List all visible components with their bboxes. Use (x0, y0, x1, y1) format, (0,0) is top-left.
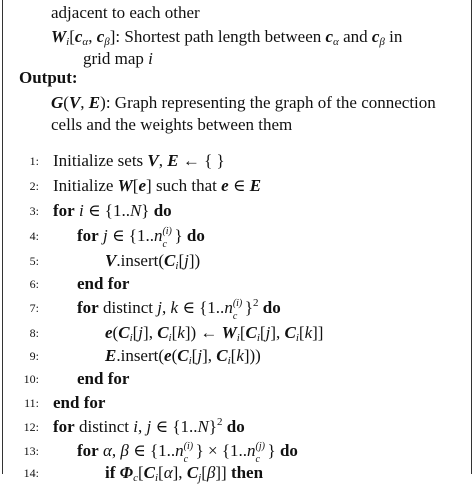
and-text: and (343, 27, 368, 46)
line-number: 1: (29, 154, 39, 168)
g-desc-text: : Graph representing the graph of the connection (105, 93, 436, 112)
line-3: for i ∈ {1..N} do (53, 201, 172, 220)
line-14: if $\Phi_c[C_i[\alpha]$, $C_j[\beta]$] then (105, 463, 264, 484)
input-line-w: $W_i[c_\alpha$, $c_\beta$]: Shortest path length between $c_\alpha$ and $c_\beta$ in (51, 27, 403, 48)
line-number: 9: (29, 349, 39, 363)
line-number: 12: (23, 420, 39, 434)
line-1: Initialize sets V, E ← { } (53, 151, 225, 170)
input-adjacent-text: adjacent to each other (51, 3, 200, 22)
w-symbol: W (51, 27, 67, 46)
output-line-g: G(V, E): Graph representing the graph of the connection (51, 93, 436, 112)
w-desc-text: : Shortest path length between (115, 27, 322, 46)
line-number: 2: (29, 179, 39, 193)
line-10: end for (77, 369, 130, 388)
line-6: end for (77, 274, 130, 293)
algorithm-frame (2, 0, 472, 484)
input-line-adjacent (51, 2, 200, 24)
line-number: 13: (23, 444, 39, 458)
grid-map-text: grid map (83, 49, 144, 68)
line-number: 4: (29, 229, 39, 243)
line-7: for distinct j, k ∈ {1..n (i) c }$^2$ do (77, 297, 281, 323)
line-number: 5: (29, 254, 39, 268)
line-number: 8: (29, 326, 39, 340)
g-desc2-text: cells and the weights between them (51, 115, 293, 134)
line-number: 6: (29, 277, 39, 291)
line-number: 7: (29, 301, 39, 315)
line-number: 14: (23, 466, 39, 480)
input-line-gridmap: grid map i (83, 49, 153, 68)
output-heading: Output: (19, 68, 78, 87)
in-text: in (389, 27, 403, 46)
line-number: 3: (29, 204, 39, 218)
line-9: $E.insert(e(C_i[j]$, $C_i[k]$)) (105, 346, 261, 367)
line-11: end for (53, 393, 106, 412)
line-number: 10: (23, 372, 39, 386)
line-2: Initialize W[e] such that e ∈ E (53, 176, 262, 195)
line-13: for α, β ∈ {1..n (i) c } × {1..n (j) c } do (77, 441, 298, 466)
line-5: $V.insert(C_i[j])$ (105, 251, 201, 272)
line-4: for j ∈ {1..n (i) c } do (77, 226, 205, 251)
line-12: for distinct i, j ∈ $\{1..N\}^2$ do (53, 416, 245, 436)
output-line-g2 (51, 114, 292, 136)
line-8: $e(C_i[j]$, $C_i[k]$) ← $W_i[C_i[j]$, $C_i[k]$] (105, 323, 324, 344)
line-number: 11: (24, 396, 39, 410)
